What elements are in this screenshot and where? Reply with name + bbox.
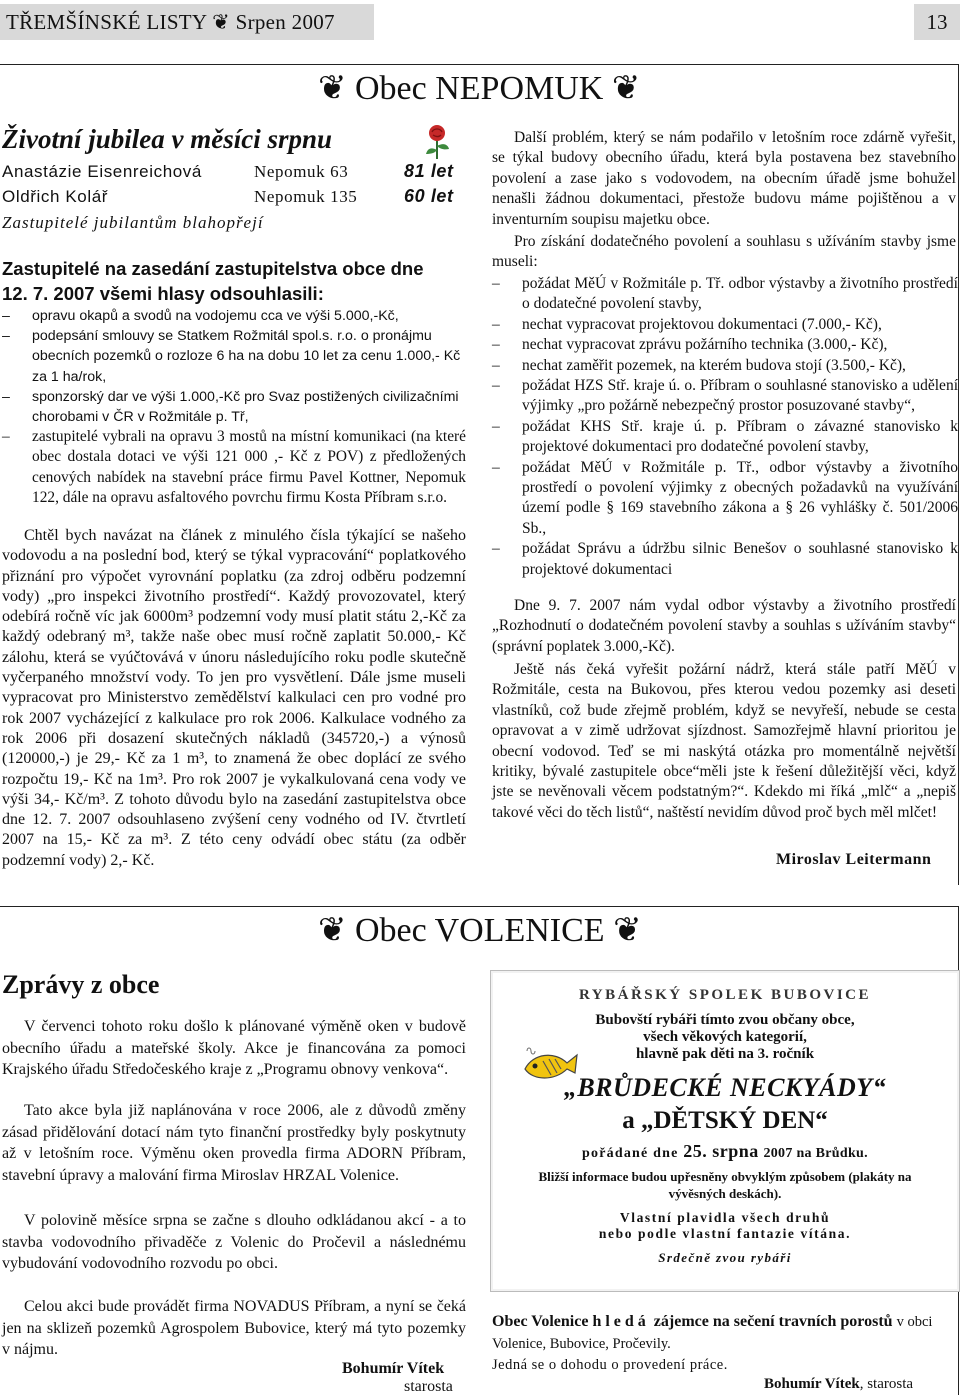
- permit-item: – nechat vypracovat zprávu požárního technika (3.000,- Kč),: [492, 335, 958, 355]
- rose-icon: [420, 124, 454, 160]
- meeting-item: – zastupitelé vybrali na opravu 3 mostů na místní komunikaci (na které obec dostala dotaci ve výši 121 000 ,- Kč z POV) z předložených cenových nabídek na stavební práce firmu Pavel Kottner, Nepomuk 122, dále na opravu asfaltového povrchu firmu Kosta Příbram s.r.o.: [2, 427, 466, 508]
- page-number: 13: [914, 4, 960, 40]
- jubilee-row: [2, 162, 462, 182]
- congrats-line: Zastupitelé jubilantům blahopřejí: [2, 213, 264, 232]
- news-signature-role: starosta: [404, 1378, 453, 1395]
- rules-line: nebo podle vlastní fantazie vítána.: [598, 1226, 852, 1241]
- event-title: „BRŮDECKÉ NECKYÁDY“: [563, 1073, 887, 1102]
- jubilee-place: Nepomuk 63: [254, 162, 349, 181]
- news-paragraph: Tato akce byla již naplánována v roce 2006, ale z důvodů změny zásad přidělování dotací nám tyto finanční prostředky byly poskytnuty až v letošním roce. Výměnu oken provedla firma ADORN Příbram, stavební úpravy a malování firma Miroslav HRZAL Volenice.: [2, 1102, 466, 1184]
- jubilee-heading: Životní jubilea v měsíci srpnu: [2, 124, 333, 154]
- permit-intro: Pro získání dodatečného povolení a souhlasu s užíváním stavby jsme museli:: [492, 233, 956, 271]
- notice-seeks: hledá: [592, 1313, 650, 1330]
- date-day: 25. srpna: [683, 1141, 759, 1161]
- permit-item: – požádat HZS Stř. kraje ú. o. Příbram o souhlasné stanovisko a udělení výjimky „pro požárně nebezpečný prostor posuzované stavby“,: [492, 376, 958, 417]
- decision-paragraph: Dne 9. 7. 2007 nám vydal odbor výstavby a životního prostředí „Rozhodnutí o dodatečném povolení stavby a souhlas s užíváním stavby“ (správní poplatek 3.000,-Kč).: [492, 597, 956, 655]
- event-date: [491, 1141, 959, 1162]
- jubilee-row: [2, 187, 462, 207]
- news-paragraph: Celou akci bude provádět firma NOVADUS Příbram, a nyní se čeká jen na sklizeň pozemků Agrospolem Bubovice, který má tyto pozemky v nájmu.: [2, 1298, 466, 1358]
- date-suffix: 2007 na Brůdku.: [763, 1146, 868, 1161]
- date-prefix: pořádané dne: [582, 1146, 679, 1161]
- notice-signature-name: Bohumír Vítek: [764, 1376, 860, 1392]
- event-title-2: a „DĚTSKÝ DEN“: [622, 1107, 828, 1134]
- page-header: [0, 0, 960, 44]
- building-paragraph: Další problém, který se nám podařilo v letošním roce zdárně vyřešit, se týkal budovy obecního úřadu, která byla postavena bez stavebního povolení a zase jako s vodovodem, na obecním úřadě jsme bohužel nenašli žádnou dokumentaci, přestože budovu máme pojištěnou a v inventurním soupisu majetku obce.: [492, 129, 956, 228]
- jubilee-name: Anastázie Eisenreichová: [2, 162, 202, 181]
- jubilee-age: 81 let: [404, 161, 454, 181]
- invite-line: všech věkových kategorií,: [643, 1029, 807, 1045]
- notice-text-rest: v obci Volenice, Bubovice, Pročevily.: [492, 1314, 933, 1352]
- permit-list: [492, 274, 958, 580]
- invite-line: hlavně pak děti na 3. ročník: [635, 1046, 815, 1062]
- club-name: RYBÁŘSKÝ SPOLEK BUBOVICE: [578, 987, 872, 1003]
- fishing-event-flyer: [490, 970, 960, 1292]
- remaining-paragraph: Ještě nás čeká vyřešit požární nádrž, která stále patří MěÚ v Rožmitále, cesta na Bukovou, přes kterou vedou pozemky asi deseti vlastníků, což bude zřejmě problém, když se nevyřeší, nebude se cesta opravovat a v zimě udržovat sjízdnost. Samozřejmě hlavní prioritou je obecní vodovod. Teď se mi naskýtá otázka pro momentálně největší kritiky, bývalé zastupitele obce“měli jste k řešení důležitější věci, když jste se nevěnovali věcem podstatným?“. Kdekdo mi říká „mlč“ a „nepiš takové věci do těch listů“, naštěstí nevidím důvod proč bych měl mlčet!: [492, 661, 956, 821]
- meeting-item: – podepsání smlouvy se Statkem Rožmitál spol.s. r.o. o pronájmu obecních pozemků o rozloze 6 ha na dobu 10 let za cenu 1.000,- Kč za 1 ha/rok,: [2, 326, 466, 387]
- water-paragraph: Chtěl bych navázat na článek z minulého čísla týkající se našeho vodovodu a na poslední bod, který se týkal vypracování“ poplatkového přiznání pro výpočet vyrovnání poplatku (za zdroj odběru podzemní vody) „pro inspekci životního prostředí“. Každý provozovatel, který odebírá ročně víc jak 6000m³ podzemní vody musí platit státu 2,-Kč za každý odebraný m³, takže naše obec musí ročně zaplatit 50.000,- Kč zálohu, která se vyúčtovává v únoru následujícího roku podle skutečně vyčerpaného množství vody. To jen pro vysvětlení. Dále jsme museli vypracovat pro Ministerstvo zemědělství kalkulaci cen pro vodné pro rok 2007 vycházející z kalkulace pro rok 2006. Kalkulace vodného za rok 2006 při dosazení skutečných nákladů (345720,-) a výnosů (120000,-) je 29,- Kč za 1 m³, to znamená že obec doplácí ze svého rozpočtu 19,- Kč na 1m³. Pro rok 2007 je vykalkulovaná cena vody ve výši 34,- Kč/m³. Z tohoto důvodu bylo na zasedání zastupitelstva obce dne 12. 7. 2007 odsouhlaseno zvýšení ceny vodného od IV. čtvrtletí 2007 na 15,- Kč za m³. Z této ceny odvádí obec státu (za odběr podzemní vody) 2,- Kč.: [2, 527, 466, 869]
- notice-text-bold: porostů: [840, 1313, 893, 1330]
- notice-signature-role: , starosta: [859, 1376, 914, 1392]
- permit-item: – nechat zaměřit pozemek, na kterém budova stojí (3.500,- Kč),: [492, 356, 958, 376]
- news-paragraph: V polovině měsíce srpna se začne s dlouho odkládanou akcí - a to stavba vodovodního přivaděče z Volenic do Pročevil a následnému vybudování vodovodního rozvodu po obci.: [2, 1212, 466, 1272]
- rules-line: Vlastní plavidla všech druhů: [619, 1210, 831, 1225]
- meeting-heading: Zastupitelé na zasedání zastupitelstva obce dne 12. 7. 2007 všemi hlasy odsouhlasili:: [2, 258, 424, 304]
- notice-line-2: Jedná se o dohodu o provedení práce.: [492, 1357, 728, 1373]
- notice-signature: [764, 1376, 913, 1393]
- jubilee-name: Oldřich Kolář: [2, 187, 109, 206]
- meeting-item: – opravu okapů a svodů na vodojemu cca ve výši 5.000,-Kč,: [2, 306, 466, 326]
- notice-text: zájemce na sečení travních: [653, 1313, 837, 1330]
- jubilee-place: Nepomuk 135: [254, 187, 358, 206]
- closing-line: Srdečně zvou rybáři: [658, 1250, 792, 1265]
- news-signature-name: Bohumír Vítek: [342, 1360, 445, 1377]
- invite-line: Bubovští rybáři tímto zvou občany obce,: [595, 1012, 855, 1028]
- news-paragraph: V červenci tohoto roku došlo k plánované výměně oken v budově obecního úřadu a mateřské školy. Akce je financována za pomoci Krajského úřadu Středočeského kraje z „Programu obnovy venkova“.: [2, 1018, 466, 1078]
- news-heading: Zprávy z obce: [2, 970, 160, 999]
- notice-village: Obec Volenice: [492, 1313, 589, 1330]
- permit-item: – požádat MěÚ v Rožmitále p. Tř. odbor výstavby a životního prostředí o dodatečné povolení stavby,: [492, 274, 958, 315]
- permit-item: – nechat vypracovat projektovou dokumentaci (7.000,- Kč),: [492, 315, 958, 335]
- jubilee-age: 60 let: [404, 186, 454, 206]
- fish-icon: [519, 1041, 579, 1091]
- permit-item: – požádat Správu a údržbu silnic Benešov o souhlasné stanovisko k projektové dokumentaci: [492, 539, 958, 580]
- meeting-list: [2, 306, 466, 508]
- info-line: Bližší informace budou upřesněny obvyklým způsobem (plakáty na vývěsných deskách).: [538, 1169, 912, 1201]
- permit-item: – požádat KHS Stř. kraje ú. p. Příbram o závazné stanovisko k projektové dokumentaci pro dodatečné povolení stavby,: [492, 417, 958, 458]
- publication-title: TŘEMŠÍNSKÉ LISTY ❦ Srpen 2007: [0, 4, 374, 40]
- volenice-section-title: ❦ Obec VOLENICE ❦: [310, 910, 650, 950]
- meeting-item: – sponzorský dar ve výši 1.000,-Kč pro Svaz postižených civilizačními chorobami v ČR v Rožmitále p. Tř,: [2, 387, 466, 427]
- mowing-notice: [492, 1311, 958, 1376]
- permit-item: – požádat MěÚ v Rožmitále p. Tř., odbor výstavby a životního prostředí o povolení výjimky z obecných požadavků na využívání území podle § 169 stavebního zákona a § 26 vyhlášky č. 501/2006 Sb.,: [492, 458, 958, 540]
- nepomuk-section-title: ❦ Obec NEPOMUK ❦: [310, 68, 648, 108]
- author-signature: Miroslav Leitermann: [776, 851, 932, 868]
